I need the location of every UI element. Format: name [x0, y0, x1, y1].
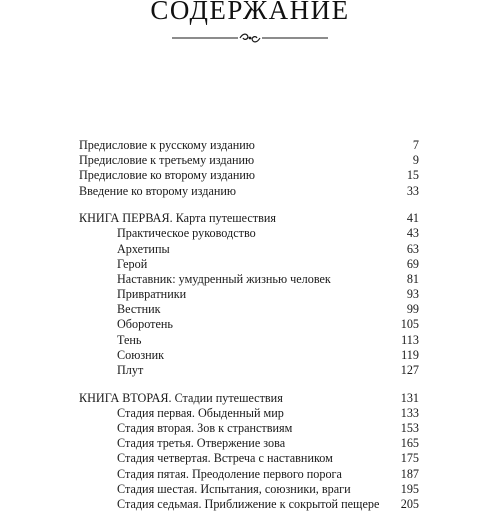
floral-ornament-icon	[170, 32, 330, 44]
toc-subentry[interactable]	[79, 497, 419, 512]
toc-entry-title: Герой	[117, 256, 148, 271]
toc-entry[interactable]	[79, 138, 419, 153]
toc-page-number: 9	[412, 153, 419, 168]
section-spacer	[79, 199, 419, 211]
page-title: СОДЕРЖАНИЕ	[150, 0, 350, 25]
toc-subentry[interactable]	[79, 272, 419, 287]
toc-page-number: 187	[400, 466, 419, 481]
toc-page-number: 41	[406, 211, 419, 226]
toc-entry[interactable]	[79, 153, 419, 168]
toc-entry-title: Стадия первая. Обыденный мир	[117, 405, 284, 420]
toc-page-number: 99	[406, 302, 419, 317]
toc-subentry[interactable]	[79, 226, 419, 241]
toc-entry-title: Введение ко второму изданию	[79, 183, 237, 198]
toc-page-number: 63	[406, 241, 419, 256]
toc-subentry[interactable]	[79, 451, 419, 466]
toc-page-number: 33	[406, 183, 419, 198]
toc-entry-title: Союзник	[117, 347, 165, 362]
toc-entry-title: КНИГА ПЕРВАЯ. Карта путешествия	[79, 211, 277, 226]
toc-subentry[interactable]	[79, 406, 419, 421]
toc-entry-title: Архетипы	[117, 241, 170, 256]
toc-entry-title: Стадия пятая. Преодоление первого порога	[117, 466, 342, 481]
toc-subentry[interactable]	[79, 302, 419, 317]
toc-entry-title: Стадия шестая. Испытания, союзники, враги	[117, 481, 351, 496]
toc-page-number: 81	[406, 271, 419, 286]
toc-page-number: 165	[400, 436, 419, 451]
toc-entry-title: Стадия четвертая. Встреча с наставником	[117, 451, 333, 466]
toc-entry-title: Вестник	[117, 302, 161, 317]
toc-entry-title: Стадия третья. Отвержение зова	[117, 436, 286, 451]
toc-page-number: 113	[401, 332, 419, 347]
toc-entry-title: Плут	[117, 363, 144, 378]
toc-entry-title: Тень	[117, 332, 142, 347]
toc-entry[interactable]	[79, 168, 419, 183]
toc-entry-title: Стадия вторая. Зов к странствиям	[117, 420, 293, 435]
toc-subentry[interactable]	[79, 482, 419, 497]
toc-page-number: 127	[400, 363, 419, 378]
toc-page-number: 133	[400, 405, 419, 420]
toc-page-number: 69	[406, 256, 419, 271]
toc-entry-title: Предисловие к русскому изданию	[79, 138, 255, 152]
toc-page-number: 131	[400, 390, 419, 405]
toc-page-number: 43	[406, 226, 419, 241]
toc-entry-title: Привратники	[117, 287, 187, 302]
toc-subentry[interactable]	[79, 242, 419, 257]
toc-subentry[interactable]	[79, 257, 419, 272]
toc-page-number: 195	[400, 481, 419, 496]
toc-subentry[interactable]	[79, 317, 419, 332]
toc-page-number: 105	[400, 317, 419, 332]
toc-entry-title: Наставник: умудренный жизнью человек	[117, 271, 331, 286]
toc-entry[interactable]	[79, 391, 419, 406]
toc-page-number: 93	[406, 287, 419, 302]
toc-page-number: 153	[400, 420, 419, 435]
toc-page-number: 205	[400, 496, 419, 511]
toc-entry[interactable]	[79, 211, 419, 226]
toc-subentry[interactable]	[79, 287, 419, 302]
toc-entry[interactable]	[79, 184, 419, 199]
table-of-contents	[79, 138, 419, 512]
toc-entry-title: Предисловие к третьему изданию	[79, 153, 255, 168]
toc-entry-title: Стадия седьмая. Приближение к сокрытой пещере	[117, 496, 380, 511]
toc-entry-title: КНИГА ВТОРАЯ. Стадии путешествия	[79, 390, 283, 405]
toc-page-number: 7	[412, 138, 419, 152]
toc-entry-title: Практическое руководство	[117, 226, 256, 241]
toc-entry-title: Предисловие ко второму изданию	[79, 168, 256, 183]
toc-page-number: 15	[406, 168, 419, 183]
toc-page-number: 175	[400, 451, 419, 466]
toc-subentry[interactable]	[79, 467, 419, 482]
toc-subentry[interactable]	[79, 436, 419, 451]
toc-page-number: 119	[401, 347, 419, 362]
toc-subentry[interactable]	[79, 421, 419, 436]
toc-entry-title: Оборотень	[117, 317, 173, 332]
toc-subentry[interactable]	[79, 348, 419, 363]
toc-subentry[interactable]	[79, 363, 419, 378]
toc-subentry[interactable]	[79, 333, 419, 348]
section-spacer	[79, 378, 419, 390]
